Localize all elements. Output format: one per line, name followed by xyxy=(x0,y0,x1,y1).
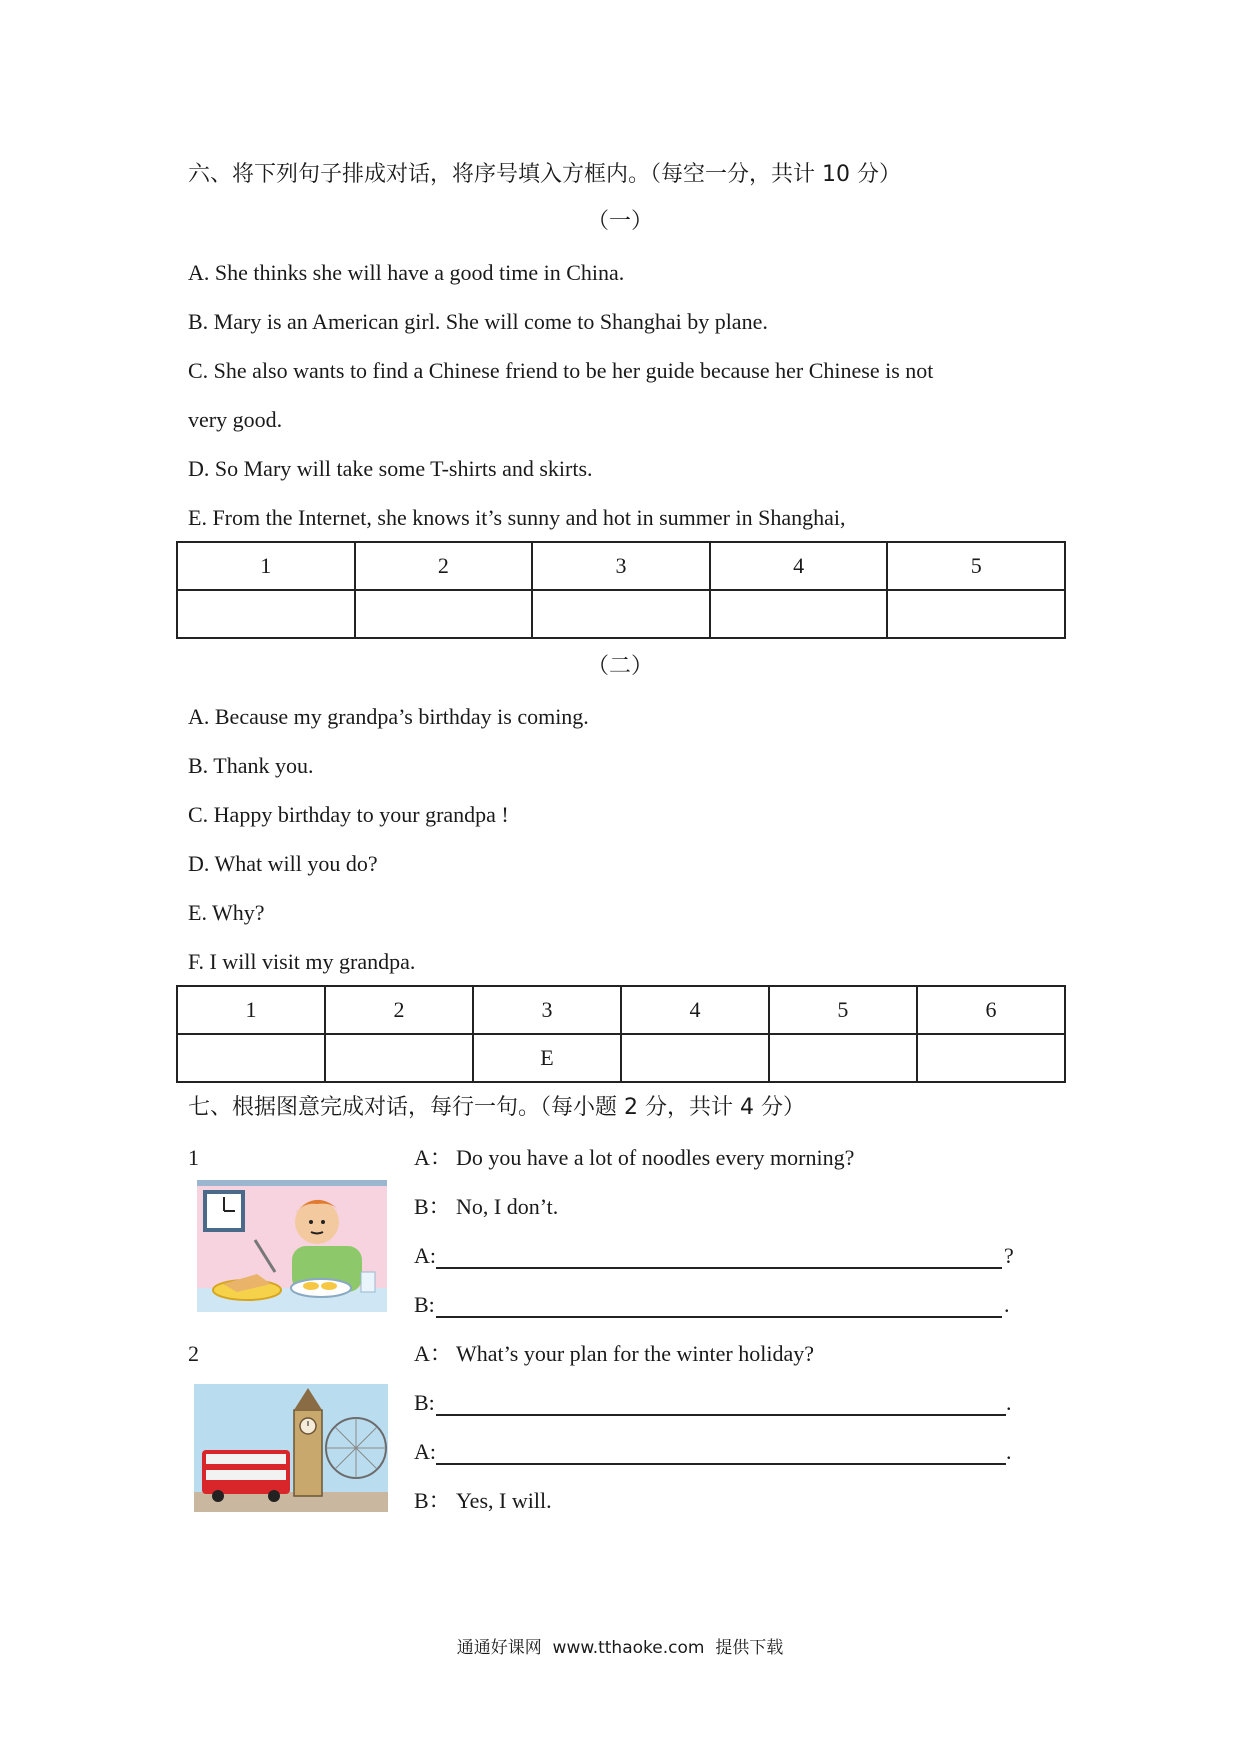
table-header-row xyxy=(177,542,1065,590)
q2-line3-speaker: A: xyxy=(414,1439,436,1464)
answer-cell[interactable] xyxy=(177,590,355,638)
table-header-cell: 5 xyxy=(887,542,1065,590)
q1-line2-text: No, I don’t. xyxy=(456,1194,559,1219)
table-header-cell: 5 xyxy=(769,986,917,1034)
q2-line2-end: . xyxy=(1006,1390,1012,1415)
part2-sentence-b: B. Thank you. xyxy=(188,753,314,778)
q1-line4-speaker: B: xyxy=(414,1292,435,1317)
answer-cell[interactable] xyxy=(887,590,1065,638)
breakfast-picture xyxy=(197,1180,387,1312)
boy-eating-breakfast-illustration xyxy=(197,1180,387,1312)
q1-line1-text: Do you have a lot of noodles every morning? xyxy=(456,1145,855,1170)
section7-title: 七、根据图意完成对话，每行一句。（每小题 2 分，共计 4 分） xyxy=(188,1095,805,1120)
part1-sentence-d: D. So Mary will take some T-shirts and skirts. xyxy=(188,456,593,481)
table-header-cell: 2 xyxy=(325,986,473,1034)
answer-cell[interactable]: E xyxy=(473,1034,621,1082)
table-header-cell: 6 xyxy=(917,986,1065,1034)
q1-line3-speaker: A: xyxy=(414,1243,436,1268)
answer-cell[interactable] xyxy=(325,1034,473,1082)
q1-line4-end: . xyxy=(1004,1292,1010,1317)
table-header-cell: 4 xyxy=(621,986,769,1034)
section6-title: 六、将下列句子排成对话，将序号填入方框内。（每空一分，共计 10 分） xyxy=(188,162,901,187)
part1-answer-table xyxy=(176,541,1066,639)
q2-line1-text: What’s your plan for the winter holiday? xyxy=(456,1341,815,1366)
part2-sentence-d: D. What will you do? xyxy=(188,851,378,876)
part2-sentence-e: E. Why? xyxy=(188,900,265,925)
q2-number: 2 xyxy=(188,1341,199,1366)
q2-line2-speaker: B: xyxy=(414,1390,435,1415)
part2-sentence-a: A. Because my grandpa’s birthday is coming. xyxy=(188,704,589,729)
table-header-cell: 1 xyxy=(177,542,355,590)
q2-line4-text: Yes, I will. xyxy=(456,1488,552,1513)
q2-line2-blank[interactable] xyxy=(436,1414,1006,1416)
answer-cell[interactable] xyxy=(769,1034,917,1082)
london-bus-and-big-ben-illustration xyxy=(194,1384,388,1512)
part2-heading: （二） xyxy=(586,653,653,678)
part1-sentence-a: A. She thinks she will have a good time in China. xyxy=(188,260,625,285)
page-footer: 通通好课网 www.tthaoke.com 提供下载 xyxy=(456,1638,784,1658)
part1-heading: （一） xyxy=(586,208,653,233)
part2-answer-table xyxy=(176,985,1066,1083)
part1-sentence-e: E. From the Internet, she knows it’s sunny and hot in summer in Shanghai, xyxy=(188,505,846,530)
answer-cell[interactable] xyxy=(710,590,888,638)
answer-cell[interactable] xyxy=(532,590,710,638)
q1-line4-blank[interactable] xyxy=(436,1316,1002,1318)
answer-cell[interactable] xyxy=(621,1034,769,1082)
part2-sentence-c: C. Happy birthday to your grandpa ! xyxy=(188,802,509,827)
q1-line2-speaker: B： xyxy=(414,1194,451,1219)
answer-cell[interactable] xyxy=(355,590,533,638)
q1-line3-blank[interactable] xyxy=(436,1267,1002,1269)
table-answer-row xyxy=(177,590,1065,638)
table-header-cell: 3 xyxy=(532,542,710,590)
answer-cell[interactable] xyxy=(177,1034,325,1082)
part1-sentence-b: B. Mary is an American girl. She will come to Shanghai by plane. xyxy=(188,309,768,334)
q2-line3-blank[interactable] xyxy=(436,1463,1006,1465)
q1-line1-speaker: A： xyxy=(414,1145,452,1170)
part1-sentence-c: C. She also wants to find a Chinese friend to be her guide because her Chinese is not xyxy=(188,358,934,383)
part1-sentence-c-cont: very good. xyxy=(188,407,283,432)
table-answer-row xyxy=(177,1034,1065,1082)
answer-cell[interactable] xyxy=(917,1034,1065,1082)
q2-line3-end: . xyxy=(1006,1439,1012,1464)
london-picture xyxy=(194,1384,388,1512)
table-header-cell: 1 xyxy=(177,986,325,1034)
q2-line4-speaker: B： xyxy=(414,1488,451,1513)
table-header-row xyxy=(177,986,1065,1034)
q1-line3-end: ? xyxy=(1004,1243,1014,1268)
table-header-cell: 4 xyxy=(710,542,888,590)
q2-line1-speaker: A： xyxy=(414,1341,452,1366)
part2-sentence-f: F. I will visit my grandpa. xyxy=(188,949,416,974)
table-header-cell: 2 xyxy=(355,542,533,590)
table-header-cell: 3 xyxy=(473,986,621,1034)
q1-number: 1 xyxy=(188,1145,199,1170)
